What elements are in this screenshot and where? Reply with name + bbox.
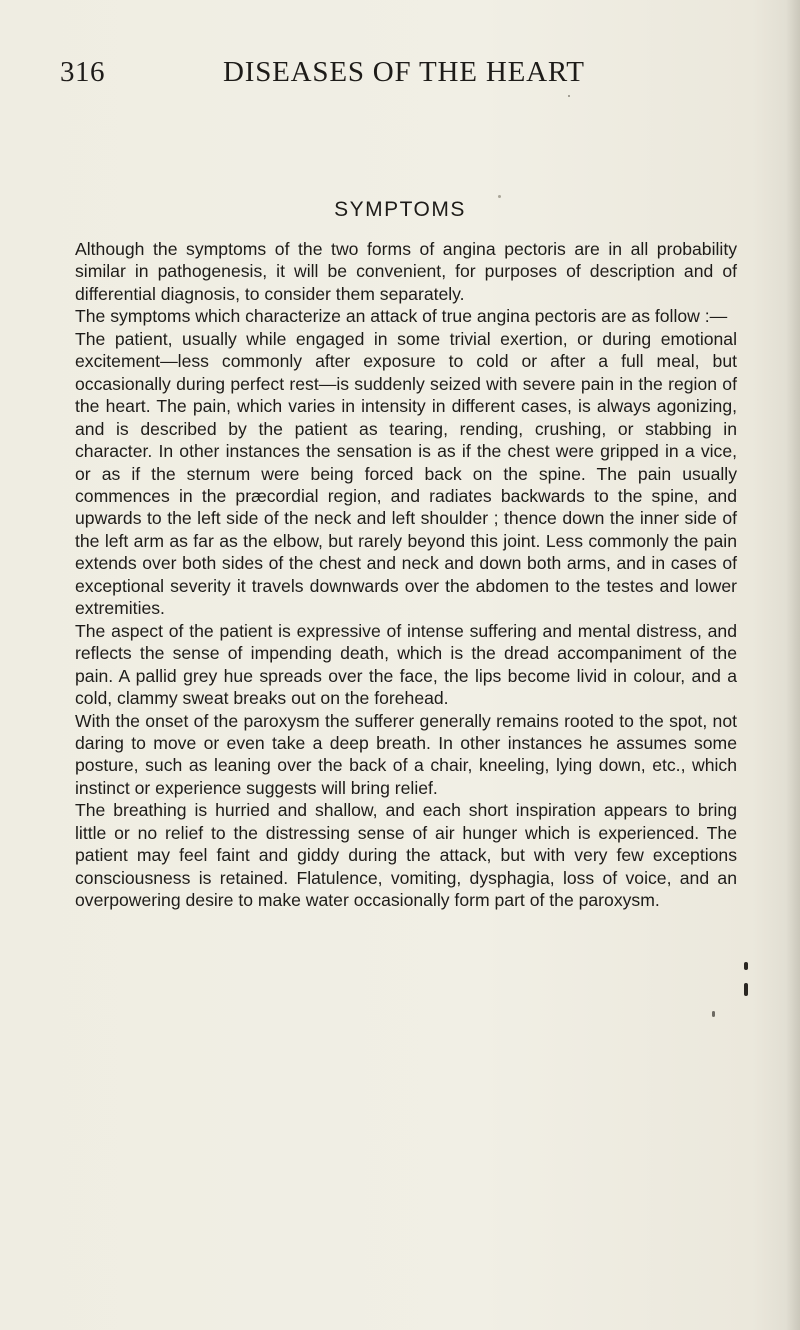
section-heading: SYMPTOMS <box>334 198 466 221</box>
page-number: 316 <box>60 56 105 88</box>
running-title: DISEASES OF THE HEART <box>223 56 585 88</box>
ink-mark <box>744 962 748 970</box>
body-text <box>75 238 737 912</box>
paragraph: The breathing is hurried and shallow, and each short inspiration appears to bring little or no relief to the distressing sense of air hunger which is experienced. The patient may feel faint and giddy during the attack, but with very few exceptions consciousness is retained. Flatulence, vomiting, dysphagia, loss of voice, and an overpowering desire to make water occasionally form part of the paroxysm. <box>75 800 737 911</box>
ink-mark <box>744 988 748 996</box>
ink-mark <box>712 1011 715 1017</box>
paragraph: Although the symptoms of the two forms of angina pectoris are in all probability similar in pathogenesis, it will be convenient, for purposes of description and of differential diagnosis, to consider them separately. <box>75 239 737 304</box>
paragraph: The patient, usually while engaged in some trivial exertion, or during emotional excitement—less commonly after exposure to cold or after a full meal, but occasionally during perfect rest—is suddenly seized with severe pain in the region of the heart. The pain, which varies in intensity in different cases, is always agonizing, and is described by the patient as tearing, rending, crushing, or stabbing in character. In other instances the sensation is as if the chest were gripped in a vice, or as if the sternum were being forced back on the spine. The pain usually commences in the præcordial region, and radiates backwards to the spine, and upwards to the left side of the neck and left shoulder ; thence down the inner side of the left arm as far as the elbow, but rarely beyond this joint. Less commonly the pain extends over both sides of the chest and neck and down both arms, and in cases of exceptional severity it travels downwards over the abdomen to the testes and lower extremities. <box>75 328 737 619</box>
paragraph: With the onset of the paroxysm the sufferer generally remains rooted to the spot, not daring to move or even take a deep breath. In other instances he assumes some posture, such as leaning over the back of a chair, kneeling, lying down, etc., which instinct or experience suggests will bring relief. <box>75 710 737 798</box>
paragraph: The symptoms which characterize an attack of true angina pectoris are as follow :— <box>75 306 728 327</box>
running-head <box>60 56 740 96</box>
paragraph: The aspect of the patient is expressive of intense suffering and mental distress, and reflects the sense of impending death, which is the dread accompaniment of the pain. A pallid grey hue spreads over the face, the lips become livid in colour, and a cold, clammy sweat breaks out on the forehead. <box>75 620 737 709</box>
